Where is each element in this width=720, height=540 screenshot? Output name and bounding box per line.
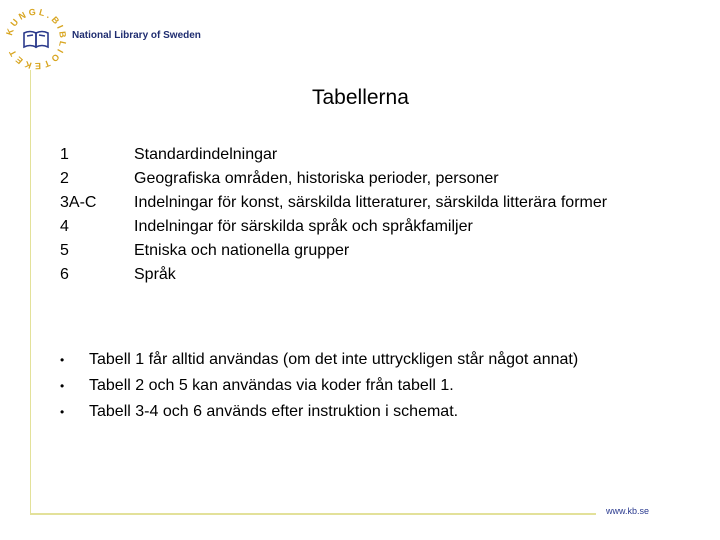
bullet-marker: • [60, 379, 65, 393]
table-description: Standardindelningar [134, 146, 278, 163]
list-item [60, 347, 680, 373]
frame-left-line [30, 70, 31, 514]
table-row [60, 263, 620, 287]
table-description: Indelningar för konst, särskilda litteraturer, särskilda litterära former [134, 194, 608, 211]
table-number: 3A-C [60, 194, 97, 211]
table-number: 4 [60, 218, 69, 235]
table-row [60, 167, 620, 191]
table-number: 2 [60, 170, 69, 187]
bullet-marker: • [60, 353, 65, 367]
footer-url: www.kb.se [606, 506, 650, 516]
kb-logo [2, 8, 74, 70]
logo-ring-text: KUNGL.BIBLIOTEKET [4, 8, 69, 70]
table-number: 5 [60, 242, 69, 259]
bullet-text: Tabell 1 får alltid användas (om det inte uttryckligen står något annat) [89, 351, 579, 368]
bullet-text: Tabell 3-4 och 6 används efter instruktion i schemat. [89, 403, 459, 420]
list-item [60, 399, 680, 425]
table-row [60, 143, 620, 167]
org-name: National Library of Sweden [72, 30, 201, 41]
table-number: 1 [60, 146, 69, 163]
list-item [60, 373, 680, 399]
bullet-marker: • [60, 405, 65, 419]
table-description: Geografiska områden, historiska perioder, personer [134, 170, 499, 187]
bullet-text: Tabell 2 och 5 kan användas via koder från tabell 1. [89, 377, 454, 394]
table-description: Indelningar för särskilda språk och språkfamiljer [134, 218, 473, 235]
book-icon [24, 32, 48, 48]
frame-bottom-line [30, 513, 596, 515]
table-list [60, 143, 620, 287]
table-row [60, 239, 620, 263]
bullet-list [60, 347, 680, 425]
table-description: Etniska och nationella grupper [134, 242, 350, 259]
table-row [60, 191, 620, 215]
table-row [60, 215, 620, 239]
table-description: Språk [134, 266, 176, 283]
table-number: 6 [60, 266, 69, 283]
slide-title: Tabellerna [312, 86, 409, 109]
